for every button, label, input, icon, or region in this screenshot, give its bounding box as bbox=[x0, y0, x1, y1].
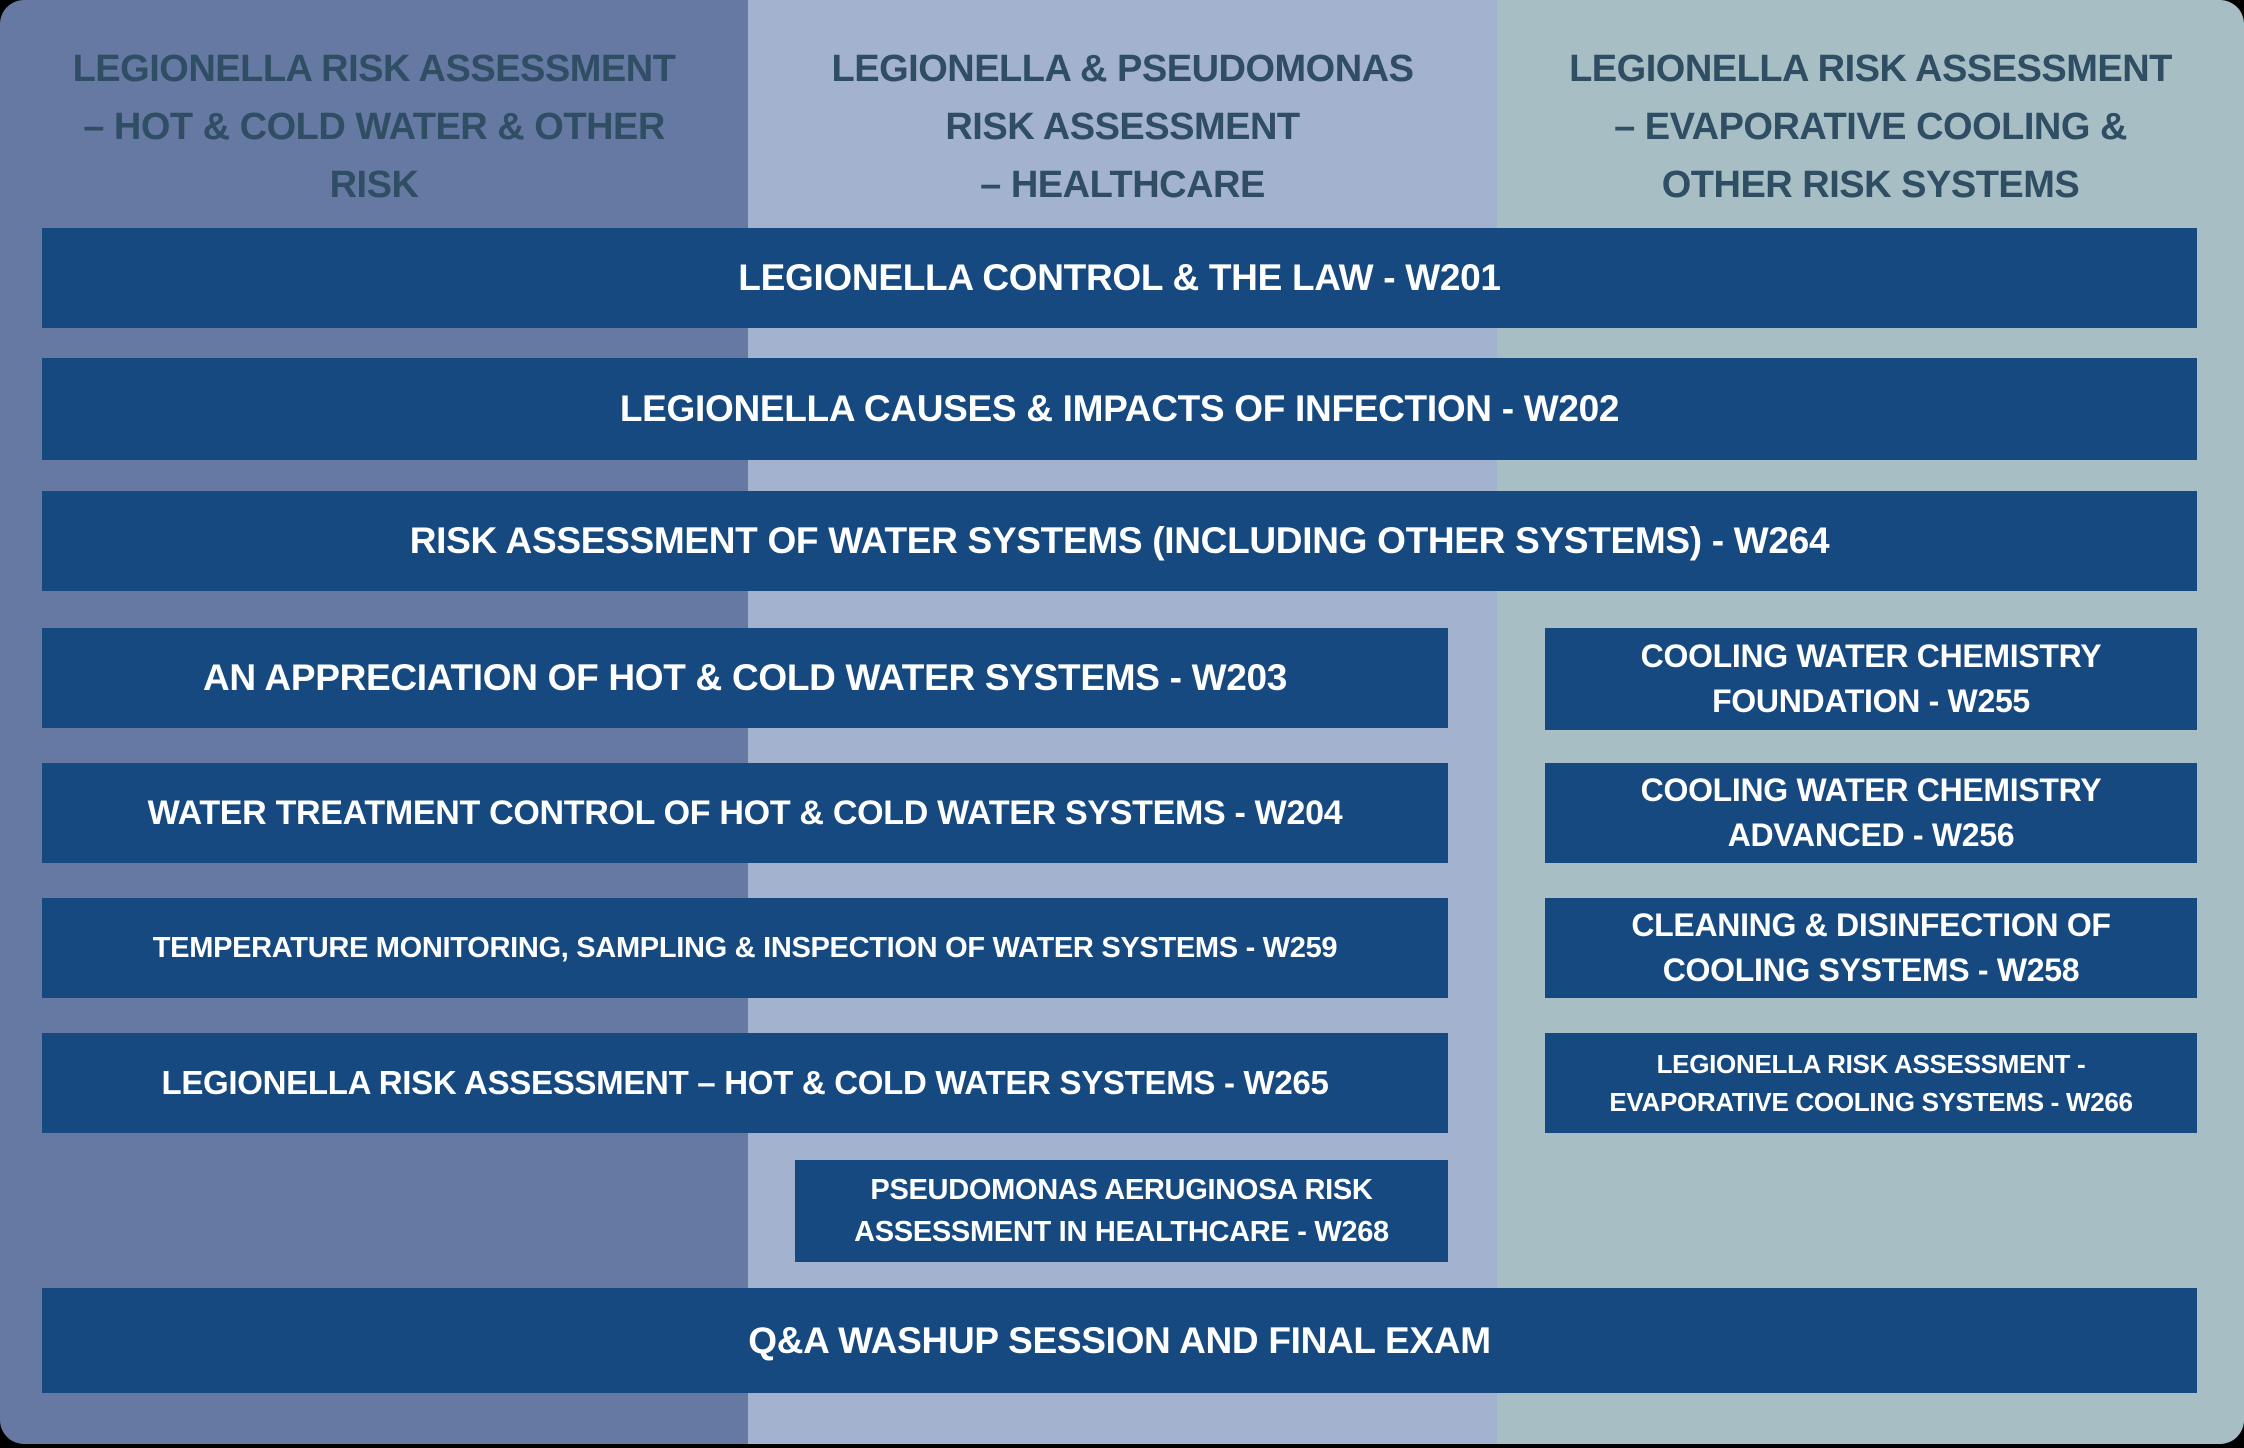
module-w265-label: LEGIONELLA RISK ASSESSMENT – HOT & COLD WATER SYSTEMS - W265 bbox=[161, 1064, 1329, 1101]
module-w201-bar bbox=[42, 228, 2197, 328]
column-header-line: – HOT & COLD WATER & OTHER bbox=[83, 106, 665, 148]
module-w268-label: PSEUDOMONAS AERUGINOSA RISK ASSESSMENT IN HEALTHCARE - W268 bbox=[854, 1174, 1389, 1248]
module-final-exam-bar bbox=[42, 1288, 2197, 1393]
module-w265-bar bbox=[42, 1033, 1448, 1133]
module-w201-label: LEGIONELLA CONTROL & THE LAW - W201 bbox=[738, 257, 1501, 298]
column-header-line: RISK ASSESSMENT bbox=[945, 106, 1300, 148]
column-header-line: – HEALTHCARE bbox=[980, 164, 1265, 206]
module-w255-bar bbox=[1545, 628, 2197, 730]
module-w204-label: WATER TREATMENT CONTROL OF HOT & COLD WATER SYSTEMS - W204 bbox=[147, 793, 1343, 832]
column-header-line: LEGIONELLA RISK ASSESSMENT bbox=[1569, 48, 2172, 90]
module-w204-bar bbox=[42, 763, 1448, 863]
module-w255-label: COOLING WATER CHEMISTRY FOUNDATION - W255 bbox=[1640, 638, 2102, 719]
module-w266-bar bbox=[1545, 1033, 2197, 1133]
module-w259-label: TEMPERATURE MONITORING, SAMPLING & INSPECTION OF WATER SYSTEMS - W259 bbox=[152, 931, 1338, 964]
column-header-line: LEGIONELLA & PSEUDOMONAS bbox=[831, 48, 1414, 90]
module-w202-label: LEGIONELLA CAUSES & IMPACTS OF INFECTION - W202 bbox=[619, 388, 1620, 429]
module-w264-label: RISK ASSESSMENT OF WATER SYSTEMS (INCLUDING OTHER SYSTEMS) - W264 bbox=[409, 520, 1830, 561]
module-w259-bar bbox=[42, 898, 1448, 998]
module-final-exam-label: Q&A WASHUP SESSION AND FINAL EXAM bbox=[748, 1319, 1491, 1361]
module-w258-label: CLEANING & DISINFECTION OF COOLING SYSTEMS - W258 bbox=[1631, 907, 2111, 988]
module-w256-bar bbox=[1545, 763, 2197, 863]
column-header-line: – EVAPORATIVE COOLING & bbox=[1614, 106, 2127, 148]
module-w203-bar bbox=[42, 628, 1448, 728]
module-w258-bar bbox=[1545, 898, 2197, 998]
column-header-line: RISK bbox=[329, 164, 419, 206]
column-header-hot-cold-water bbox=[0, 0, 748, 228]
module-w203-label: AN APPRECIATION OF HOT & COLD WATER SYSTEMS - W203 bbox=[202, 657, 1288, 698]
column-header-line: OTHER RISK SYSTEMS bbox=[1661, 164, 2080, 206]
module-w202-bar bbox=[42, 358, 2197, 460]
module-w264-bar bbox=[42, 491, 2197, 591]
module-w256-label: COOLING WATER CHEMISTRY ADVANCED - W256 bbox=[1640, 772, 2102, 853]
column-header-evaporative-cooling bbox=[1497, 0, 2244, 228]
module-w268-bar bbox=[795, 1160, 1448, 1262]
module-w266-label: LEGIONELLA RISK ASSESSMENT - EVAPORATIVE COOLING SYSTEMS - W266 bbox=[1609, 1049, 2133, 1117]
column-header-healthcare bbox=[748, 0, 1497, 228]
column-header-line: LEGIONELLA RISK ASSESSMENT bbox=[72, 48, 676, 90]
